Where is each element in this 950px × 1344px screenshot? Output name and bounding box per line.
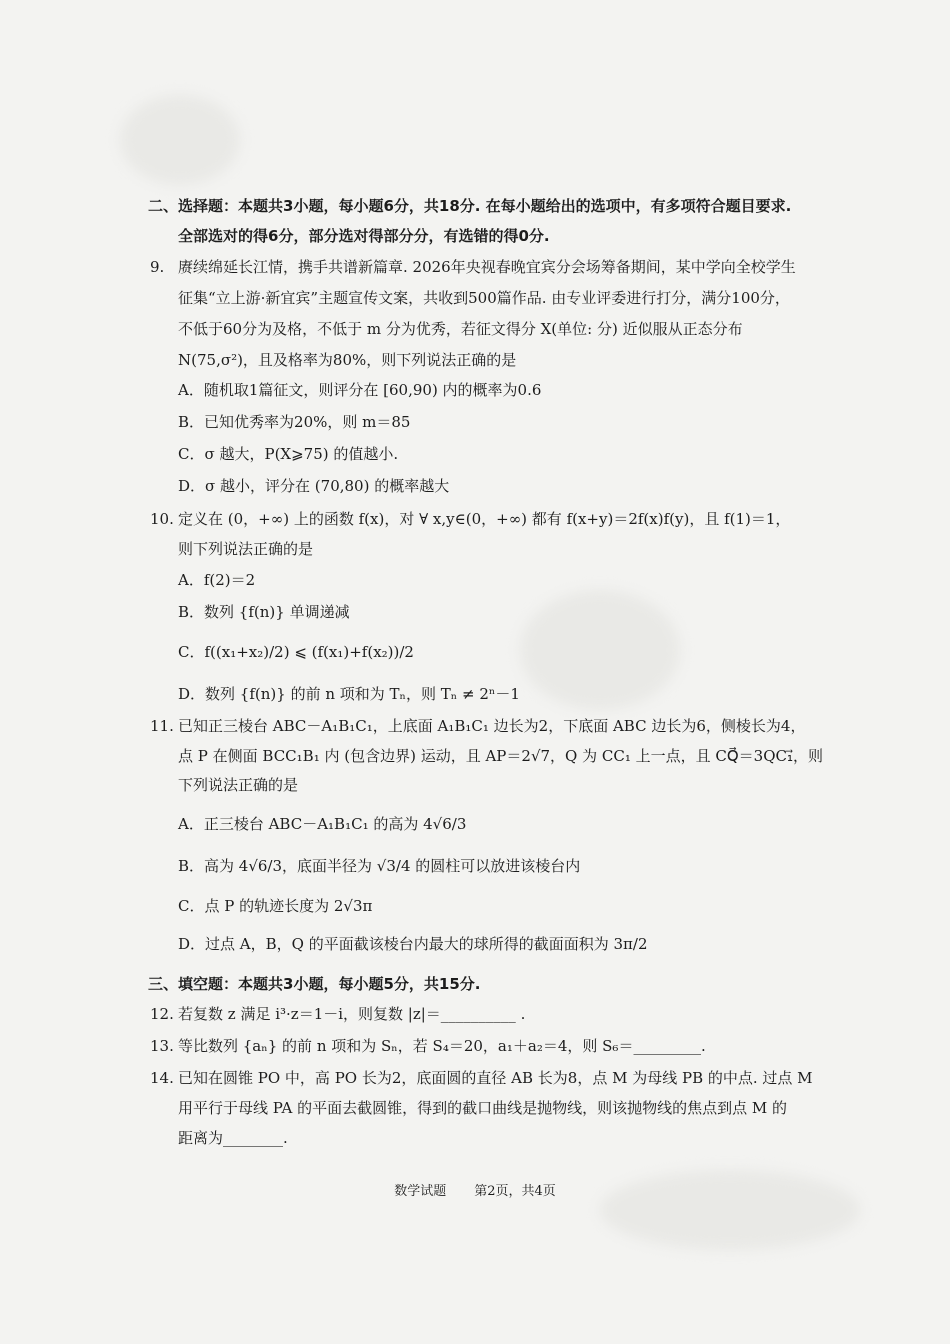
question-number: 14. bbox=[150, 1069, 174, 1087]
section-title: 三、填空题：本题共3小题，每小题5分，共15分. bbox=[148, 975, 481, 993]
question-10-option-b: B．数列 {f(n)} 单调递减 bbox=[178, 603, 350, 621]
question-12: 12. 若复数 z 满足 i³·z＝1－i，则复数 |z|＝__________ . bbox=[150, 1005, 526, 1023]
question-9-option-d: D．σ 越小，评分在 (70,80) 的概率越大 bbox=[178, 477, 450, 495]
section-subtitle: 全部选对的得6分，部分选对得部分分，有选错的得0分. bbox=[178, 227, 550, 245]
question-11-option-d: D．过点 A，B，Q 的平面截该棱台内最大的球所得的截面面积为 3π/2 bbox=[178, 935, 648, 953]
question-11-line-1: 11. 已知正三棱台 ABC－A₁B₁C₁，上底面 A₁B₁C₁ 边长为2，下底面 ABC 边长为6，侧棱长为4， bbox=[150, 717, 806, 735]
question-10-line-2: 则下列说法正确的是 bbox=[178, 540, 314, 558]
footer-subject: 数学试题 bbox=[394, 1184, 447, 1199]
question-9-option-b: B．已知优秀率为20%，则 m＝85 bbox=[178, 413, 411, 431]
question-number: 9. bbox=[150, 258, 165, 276]
question-number: 12. bbox=[150, 1005, 174, 1023]
footer-page-number: 第2页，共4页 bbox=[474, 1184, 556, 1199]
question-10-option-d: D．数列 {f(n)} 的前 n 项和为 Tₙ，则 Tₙ ≠ 2ⁿ－1 bbox=[178, 685, 520, 703]
question-11-line-3: 下列说法正确的是 bbox=[178, 776, 299, 794]
question-9-line-2: 征集“立上游·新宜宾”主题宣传文案，共收到500篇作品. 由专业评委进行打分，满分100分， bbox=[178, 289, 790, 307]
question-14-line-1: 14. 已知在圆锥 PO 中，高 PO 长为2，底面圆的直径 AB 长为8，点 M 为母线 PB 的中点. 过点 M bbox=[150, 1069, 813, 1087]
question-9-line-3: 不低于60分为及格，不低于 m 分为优秀，若征文得分 X(单位: 分) 近似服从正态分布 bbox=[178, 320, 743, 338]
question-10-option-c: C．f((x₁+x₂)/2) ⩽ (f(x₁)+f(x₂))/2 bbox=[178, 643, 414, 661]
question-11-option-b: B．高为 4√6/3，底面半径为 √3/4 的圆柱可以放进该棱台内 bbox=[178, 857, 581, 875]
question-11-line-2: 点 P 在侧面 BCC₁B₁ 内 (包含边界) 运动，且 AP＝2√7，Q 为 CC₁ 上一点，且 CQ⃗＝3QC₁⃗，则 bbox=[178, 747, 824, 765]
question-number: 10. bbox=[150, 510, 174, 528]
question-number: 11. bbox=[150, 717, 174, 735]
question-11-option-a: A．正三棱台 ABC－A₁B₁C₁ 的高为 4√6/3 bbox=[178, 815, 467, 833]
question-13: 13. 等比数列 {aₙ} 的前 n 项和为 Sₙ，若 S₄＝20，a₁＋a₂＝4，则 S₆＝_________. bbox=[150, 1037, 706, 1055]
question-9-option-c: C．σ 越大，P(X⩾75) 的值越小. bbox=[178, 445, 399, 463]
question-14-line-3: 距离为________. bbox=[178, 1129, 288, 1147]
question-10-option-a: A．f(2)＝2 bbox=[178, 571, 256, 589]
section-title: 二、选择题：本题共3小题，每小题6分，共18分. 在每小题给出的选项中，有多项符合题目要求. bbox=[148, 197, 792, 215]
question-9-line-4: N(75,σ²)，且及格率为80%，则下列说法正确的是 bbox=[178, 351, 517, 369]
page-footer bbox=[0, 1180, 950, 1199]
scan-smudge bbox=[520, 590, 680, 710]
question-9-option-a: A．随机取1篇征文，则评分在 [60,90) 内的概率为0.6 bbox=[178, 381, 542, 399]
question-9-line-1: 9. 赓续绵延长江情，携手共谱新篇章. 2026年央视春晚宜宾分会场筹备期间，某中学向全校学生 bbox=[150, 258, 796, 276]
question-11-option-c: C．点 P 的轨迹长度为 2√3π bbox=[178, 897, 373, 915]
question-14-line-2: 用平行于母线 PA 的平面去截圆锥，得到的截口曲线是抛物线，则该抛物线的焦点到点 M 的 bbox=[178, 1099, 787, 1117]
scan-smudge bbox=[120, 95, 240, 185]
question-number: 13. bbox=[150, 1037, 174, 1055]
question-10-line-1: 10. 定义在 (0，+∞) 上的函数 f(x)，对 ∀ x,y∈(0，+∞) 都有 f(x+y)＝2f(x)f(y)，且 f(1)＝1， bbox=[150, 510, 791, 528]
